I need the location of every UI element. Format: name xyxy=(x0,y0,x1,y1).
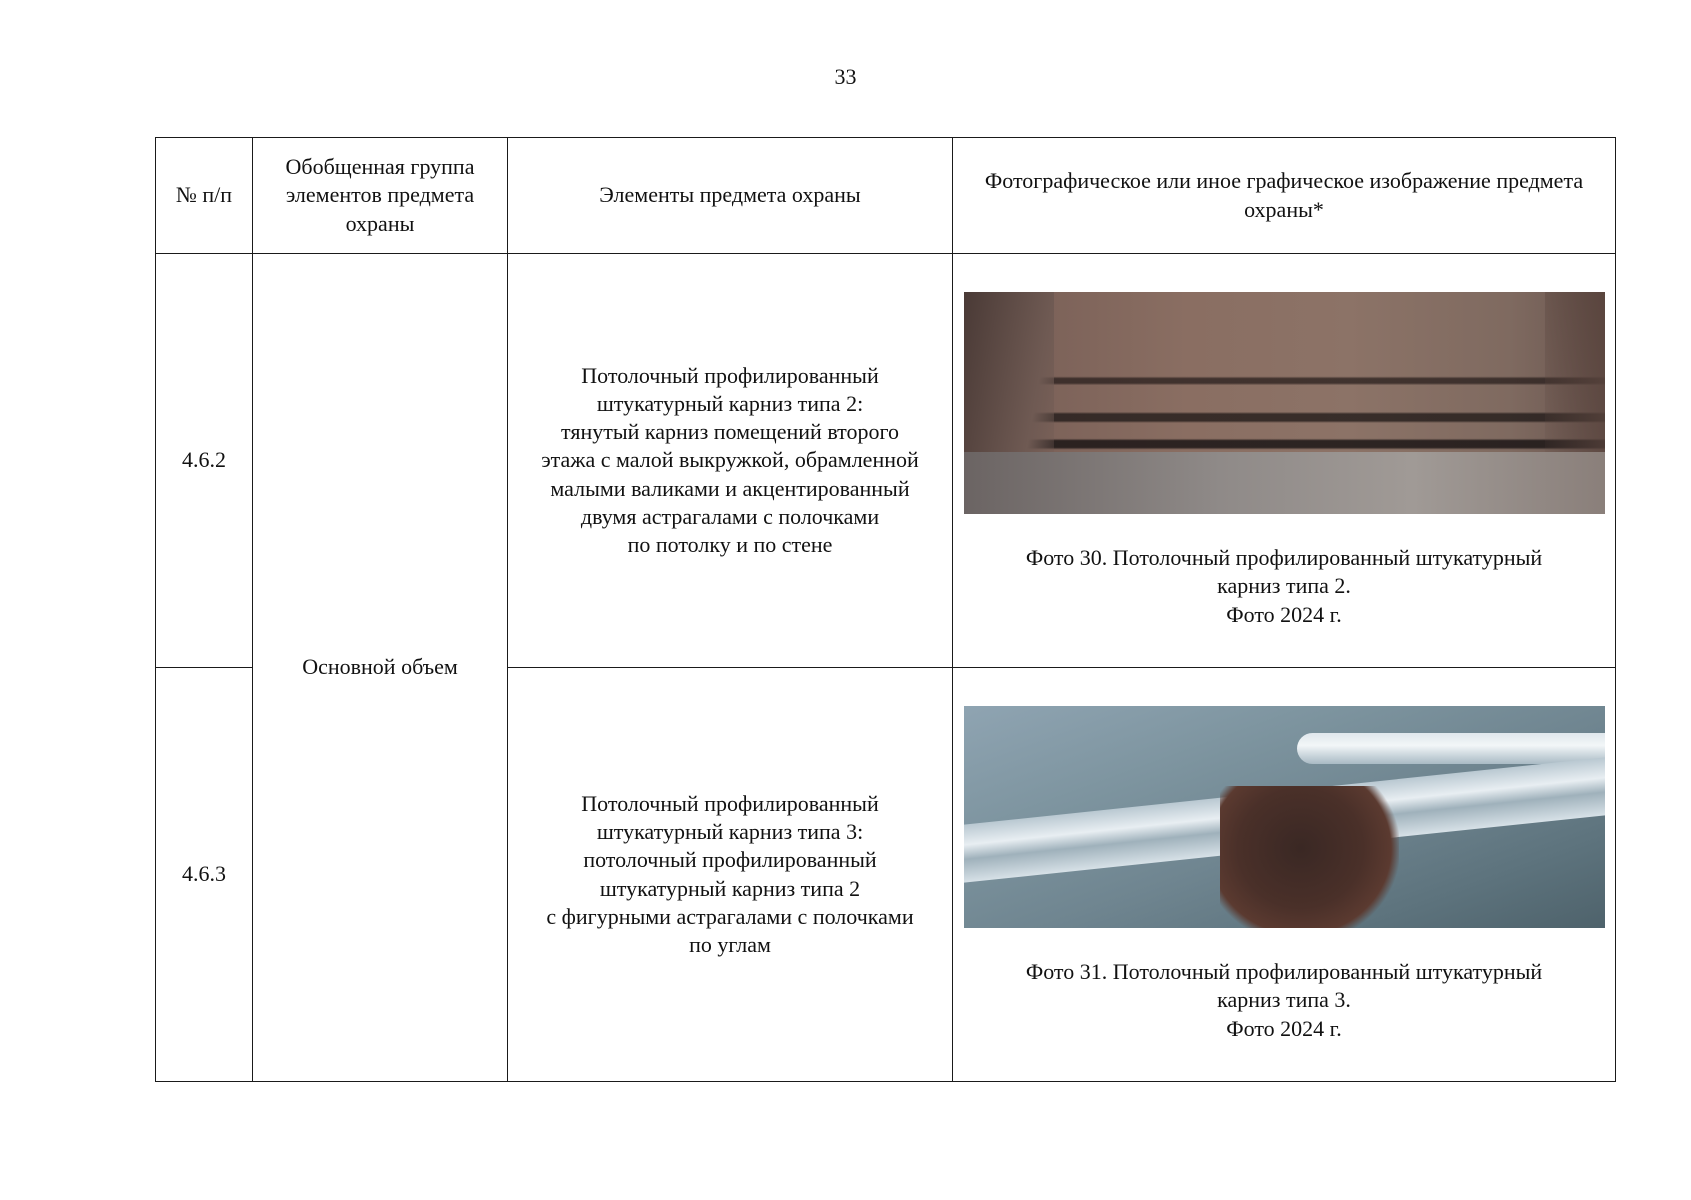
row-num: 4.6.3 xyxy=(156,668,253,1082)
photo-molding xyxy=(1297,733,1605,764)
elements-line: штукатурный карниз типа 2: xyxy=(596,391,864,417)
elements-line: этажа с малой выкружкой, обрамленной xyxy=(541,447,919,473)
elements-line: потолочный профилированный xyxy=(583,847,877,873)
caption-line: карниз типа 3. xyxy=(1217,987,1351,1013)
photo-wall xyxy=(964,452,1605,514)
cornice-photo xyxy=(964,706,1605,928)
photo-damage xyxy=(1220,786,1399,928)
cornice-photo xyxy=(964,292,1605,514)
elements-line: Потолочный профилированный xyxy=(581,791,879,817)
caption-line: Фото 31. Потолочный профилированный штукатурный xyxy=(1025,959,1543,985)
row-num: 4.6.2 xyxy=(156,254,253,668)
group-cell: Основной объем xyxy=(253,254,508,1082)
elements-line: с фигурными астрагалами с полочками xyxy=(546,903,914,929)
caption-line: карниз типа 2. xyxy=(1217,573,1351,599)
elements-cell xyxy=(508,668,953,1082)
elements-line: тянутый карниз помещений второго xyxy=(561,419,899,445)
caption-line: Фото 2024 г. xyxy=(1226,601,1342,627)
elements-line: штукатурный карниз типа 2 xyxy=(599,875,861,901)
photo-caption xyxy=(961,958,1607,1042)
elements-line: штукатурный карниз типа 3: xyxy=(596,819,864,845)
page-number: 33 xyxy=(834,64,857,89)
elements-line: Потолочный профилированный xyxy=(581,362,879,388)
header-elements: Элементы предмета охраны xyxy=(508,138,953,254)
header-group: Обобщенная группа элементов предмета охраны xyxy=(253,138,508,254)
caption-line: Фото 2024 г. xyxy=(1226,1015,1342,1041)
elements-line: двумя астрагалами с полочками xyxy=(580,503,880,529)
table-header-row xyxy=(156,138,1616,254)
caption-line: Фото 30. Потолочный профилированный штукатурный xyxy=(1025,545,1543,571)
elements-cell xyxy=(508,254,953,668)
photo-cell xyxy=(953,254,1616,668)
photo-caption xyxy=(961,544,1607,628)
header-num: № п/п xyxy=(156,138,253,254)
elements-line: по углам xyxy=(689,931,771,957)
elements-line: малыми валиками и акцентированный xyxy=(550,475,910,501)
table-row xyxy=(156,254,1616,668)
header-photo: Фотографическое или иное графическое изображение предмета охраны* xyxy=(953,138,1616,254)
elements-line: по потолку и по стене xyxy=(627,531,833,557)
protection-elements-table xyxy=(155,137,1616,1082)
photo-cell xyxy=(953,668,1616,1082)
